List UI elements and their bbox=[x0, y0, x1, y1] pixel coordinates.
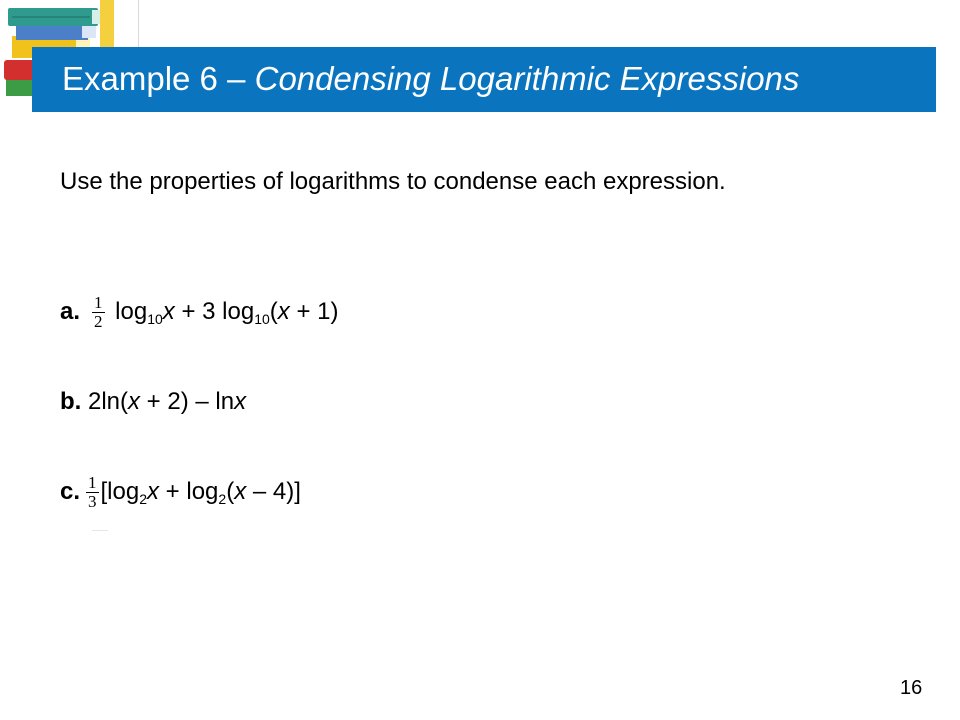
expression-a: a. $\frac{1}{2}$ $\log_{10}x + 3$ $\log_{10}(x + 1)$ bbox=[60, 293, 339, 332]
expression-c: c. $\frac{1}{3}$ $[\log_2x + \log_2(x - 4)]$ bbox=[60, 473, 301, 512]
item-label-a: a. bbox=[60, 298, 81, 325]
page-number: 16 bbox=[900, 677, 923, 699]
fraction-one-half: $\frac{1}{2}$ bbox=[94, 293, 103, 332]
slide-title bbox=[62, 60, 799, 98]
expression-b: b. 2ln(x + 2) – lnx bbox=[60, 388, 247, 415]
title-main: Example 6 – bbox=[62, 60, 255, 97]
title-bar bbox=[32, 47, 936, 112]
top-divider bbox=[138, 0, 139, 48]
item-label-c: c. bbox=[60, 478, 81, 505]
fraction-one-third: $\frac{1}{3}$ bbox=[88, 473, 97, 512]
intro-text: Use the properties of logarithms to condense each expression. bbox=[60, 168, 726, 195]
title-subtitle: Condensing Logarithmic Expressions bbox=[254, 60, 800, 97]
item-label-b: b. bbox=[60, 388, 82, 415]
faint-mark bbox=[92, 530, 108, 531]
